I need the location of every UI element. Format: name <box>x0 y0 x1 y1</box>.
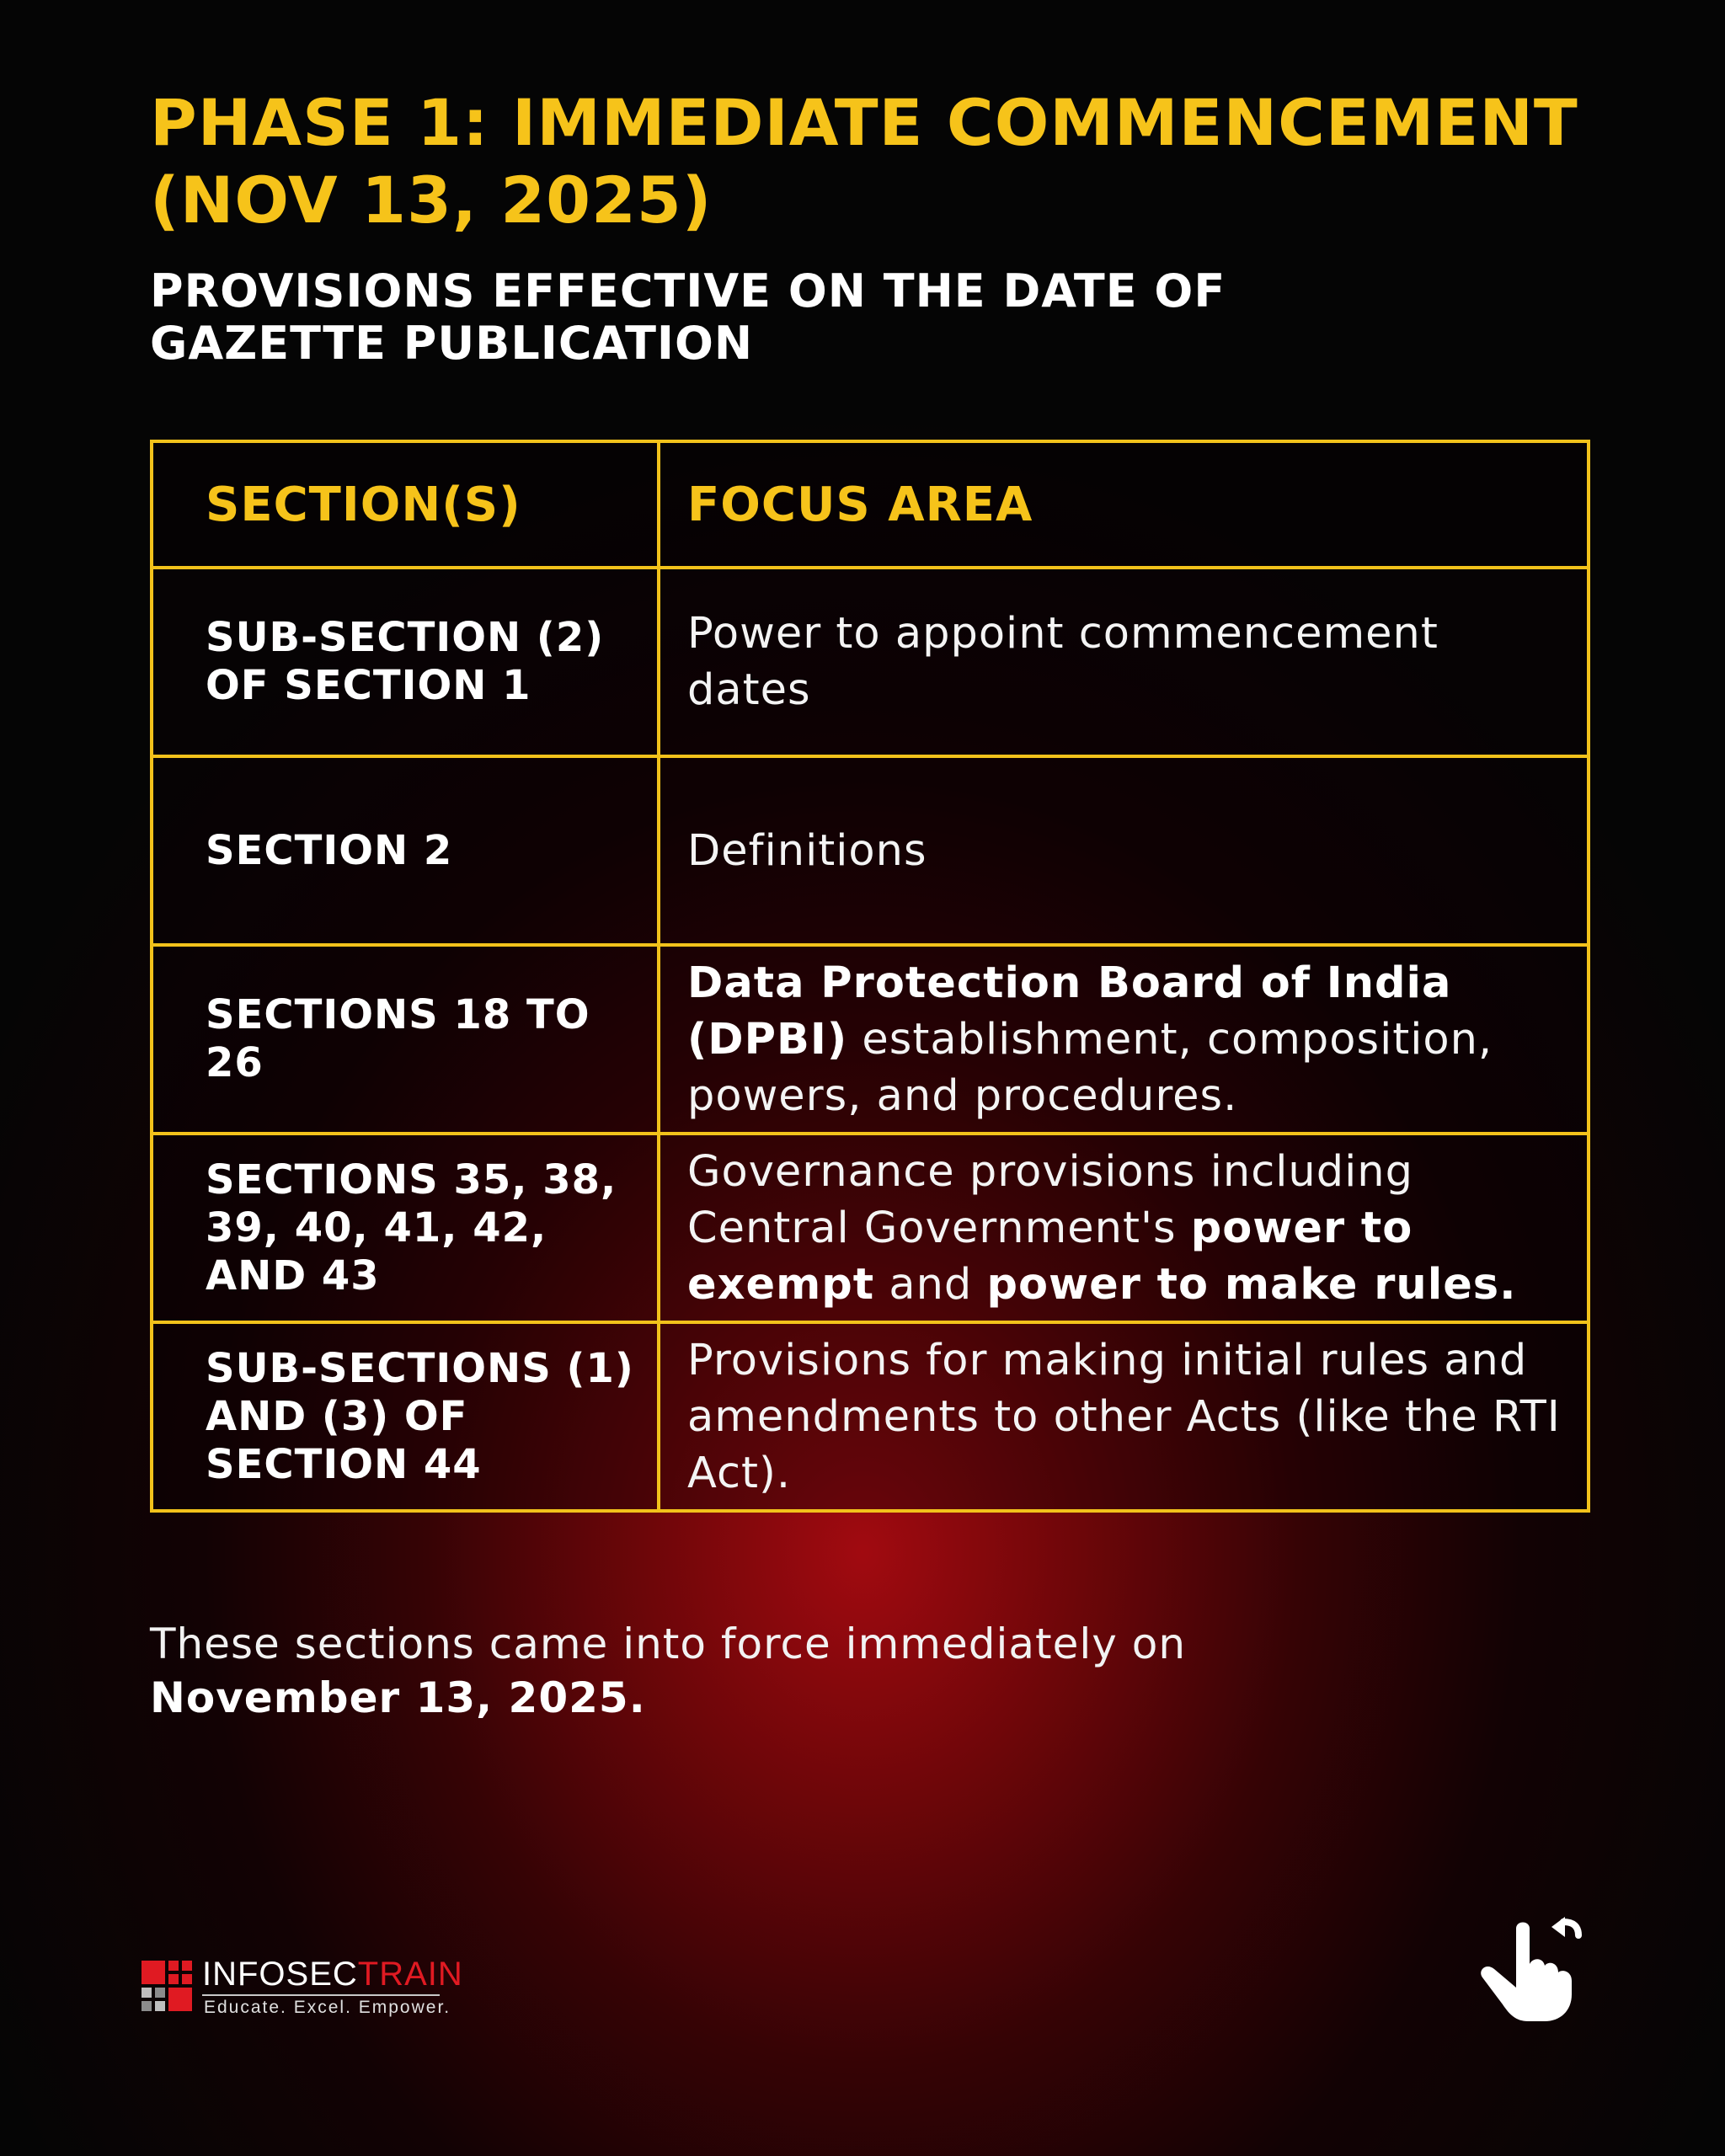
swipe-left-hand-icon <box>1474 1905 1583 2023</box>
footer-note <box>150 1617 1413 1725</box>
table-row <box>152 1134 1589 1322</box>
table-row <box>152 1322 1589 1511</box>
infosectrain-logo <box>142 1956 462 2015</box>
page-title: PHASE 1: IMMEDIATE COMMENCEMENT (NOV 13, 2025) <box>150 85 1578 237</box>
brand-underline <box>202 1994 440 1996</box>
focus-area-cell <box>659 1322 1589 1511</box>
focus-text: Definitions <box>687 825 927 876</box>
brand-tagline: Educate. Excel. Empower. <box>204 1998 451 2017</box>
focus-area-cell <box>659 1134 1589 1322</box>
focus-text: and <box>874 1259 987 1310</box>
footer-note-text: These sections came into force immediately on <box>150 1620 1187 1668</box>
sections-table <box>150 440 1590 1513</box>
table-row <box>152 756 1589 945</box>
section-cell: SECTIONS 35, 38, 39, 40, 41, 42, AND 43 <box>152 1134 659 1322</box>
table-body <box>152 568 1589 1511</box>
table-row <box>152 568 1589 756</box>
footer-note-date: November 13, 2025. <box>150 1673 646 1722</box>
focus-text-bold: power to make rules. <box>986 1259 1517 1310</box>
page-subtitle: PROVISIONS EFFECTIVE ON THE DATE OF GAZETTE PUBLICATION <box>150 264 1226 370</box>
column-header-focus-area: FOCUS AREA <box>659 441 1589 568</box>
column-header-sections: SECTION(S) <box>152 441 659 568</box>
brand-name <box>202 1956 463 1993</box>
focus-text: Power to appoint commencement dates <box>687 609 1439 715</box>
section-cell: SECTION 2 <box>152 756 659 945</box>
focus-text: Provisions for making initial rules and amendments to other Acts (like the RTI Act). <box>687 1335 1561 1498</box>
brand-name-part2: TRAIN <box>357 1956 463 1993</box>
section-cell: SUB-SECTION (2) OF SECTION 1 <box>152 568 659 756</box>
focus-text-bold: power to exempt <box>687 1203 1413 1310</box>
section-cell: SECTIONS 18 TO 26 <box>152 945 659 1134</box>
focus-area-cell <box>659 945 1589 1134</box>
focus-text: Governance provisions including Central Government's <box>687 1146 1413 1253</box>
brand-name-part1: INFOSEC <box>202 1956 358 1993</box>
focus-area-cell <box>659 568 1589 756</box>
section-cell: SUB-SECTIONS (1) AND (3) OF SECTION 44 <box>152 1322 659 1511</box>
infosectrain-grid-logo-icon <box>142 1961 192 2011</box>
focus-text: establishment, composition, powers, and procedures. <box>687 1014 1493 1121</box>
focus-area-cell <box>659 756 1589 945</box>
table-row <box>152 945 1589 1134</box>
focus-text-bold: Data Protection Board of India (DPBI) <box>687 958 1452 1065</box>
table-header-row <box>152 441 1589 568</box>
